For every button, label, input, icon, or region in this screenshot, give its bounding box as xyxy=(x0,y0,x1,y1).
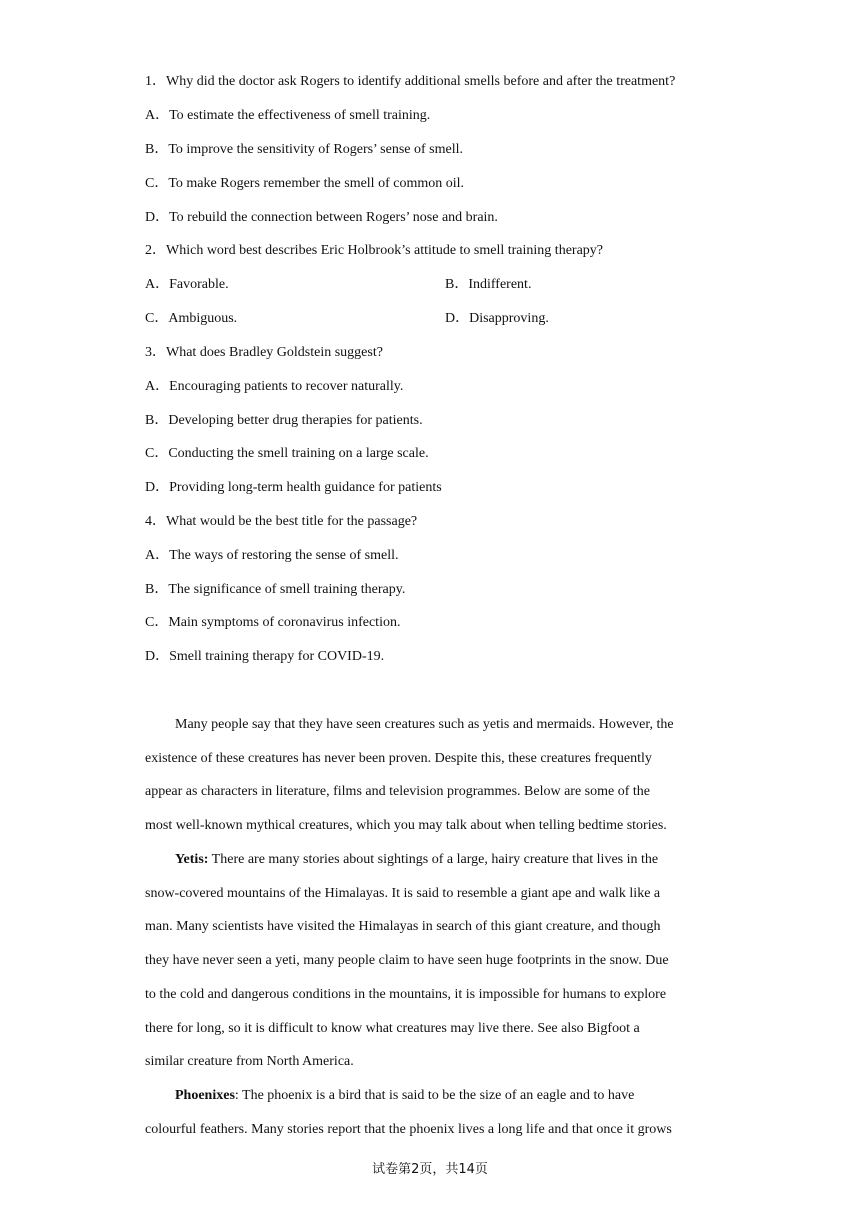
yetis-line: snow-covered mountains of the Himalayas. It is said to resemble a giant ape and walk like a xyxy=(145,886,661,901)
phoenixes-line: colourful feathers. Many stories report that the phoenix lives a long life and that once it grows xyxy=(145,1122,672,1137)
question-2-stem: 2．Which word best describes Eric Holbrook’s attitude to smell training therapy? xyxy=(145,243,603,258)
question-2-option-c: C．Ambiguous. xyxy=(145,311,238,326)
question-3-option-d: D．Providing long-term health guidance for patients xyxy=(145,480,442,495)
phoenixes-heading: Phoenixes xyxy=(175,1088,235,1103)
passage-intro-line: most well-known mythical creatures, which you may talk about when telling bedtime stories. xyxy=(145,818,667,833)
question-1-stem: 1．Why did the doctor ask Rogers to identify additional smells before and after the treatment? xyxy=(145,74,676,89)
question-2-option-b: B．Indifferent. xyxy=(445,277,532,292)
question-4-option-b: B．The significance of smell training therapy. xyxy=(145,582,406,597)
question-3-option-c: C．Conducting the smell training on a large scale. xyxy=(145,446,429,461)
question-3-stem: 3．What does Bradley Goldstein suggest? xyxy=(145,345,383,360)
question-1-option-d: D．To rebuild the connection between Rogers’ nose and brain. xyxy=(145,210,498,225)
question-4-option-a: A．The ways of restoring the sense of smell. xyxy=(145,548,399,563)
question-3-option-b: B．Developing better drug therapies for patients. xyxy=(145,413,423,428)
question-1-option-b: B．To improve the sensitivity of Rogers’ sense of smell. xyxy=(145,142,463,157)
passage-intro-line: Many people say that they have seen creatures such as yetis and mermaids. However, the xyxy=(175,717,674,732)
yetis-line: similar creature from North America. xyxy=(145,1054,354,1069)
question-2-option-a: A．Favorable. xyxy=(145,277,229,292)
yetis-paragraph-first-line xyxy=(175,850,658,870)
yetis-heading: Yetis: xyxy=(175,852,209,867)
question-4-option-c: C．Main symptoms of coronavirus infection. xyxy=(145,615,401,630)
question-4-option-d: D．Smell training therapy for COVID-19. xyxy=(145,649,385,664)
question-1-option-c: C．To make Rogers remember the smell of common oil. xyxy=(145,176,465,191)
page-number-footer: 试卷第2页，共14页 xyxy=(372,1162,488,1177)
yetis-line: there for long, so it is difficult to know what creatures may live there. See also Bigfoot a xyxy=(145,1021,640,1036)
yetis-line: to the cold and dangerous conditions in the mountains, it is impossible for humans to explore xyxy=(145,987,667,1002)
yetis-line: they have never seen a yeti, many people claim to have seen huge footprints in the snow. Due xyxy=(145,953,669,968)
passage-intro-line: appear as characters in literature, films and television programmes. Below are some of the xyxy=(145,784,650,799)
question-4-stem: 4．What would be the best title for the passage? xyxy=(145,514,418,529)
question-3-option-a: A．Encouraging patients to recover naturally. xyxy=(145,379,404,394)
yetis-line: man. Many scientists have visited the Himalayas in search of this giant creature, and though xyxy=(145,919,661,934)
question-1-option-a: A．To estimate the effectiveness of smell training. xyxy=(145,108,431,123)
question-2-option-d: D．Disapproving. xyxy=(445,311,549,326)
phoenixes-paragraph-first-line xyxy=(175,1086,634,1106)
passage-intro-line: existence of these creatures has never been proven. Despite this, these creatures frequently xyxy=(145,751,652,766)
yetis-text: There are many stories about sightings of a large, hairy creature that lives in the xyxy=(208,852,659,867)
phoenixes-text: : The phoenix is a bird that is said to be the size of an eagle and to have xyxy=(234,1088,635,1103)
